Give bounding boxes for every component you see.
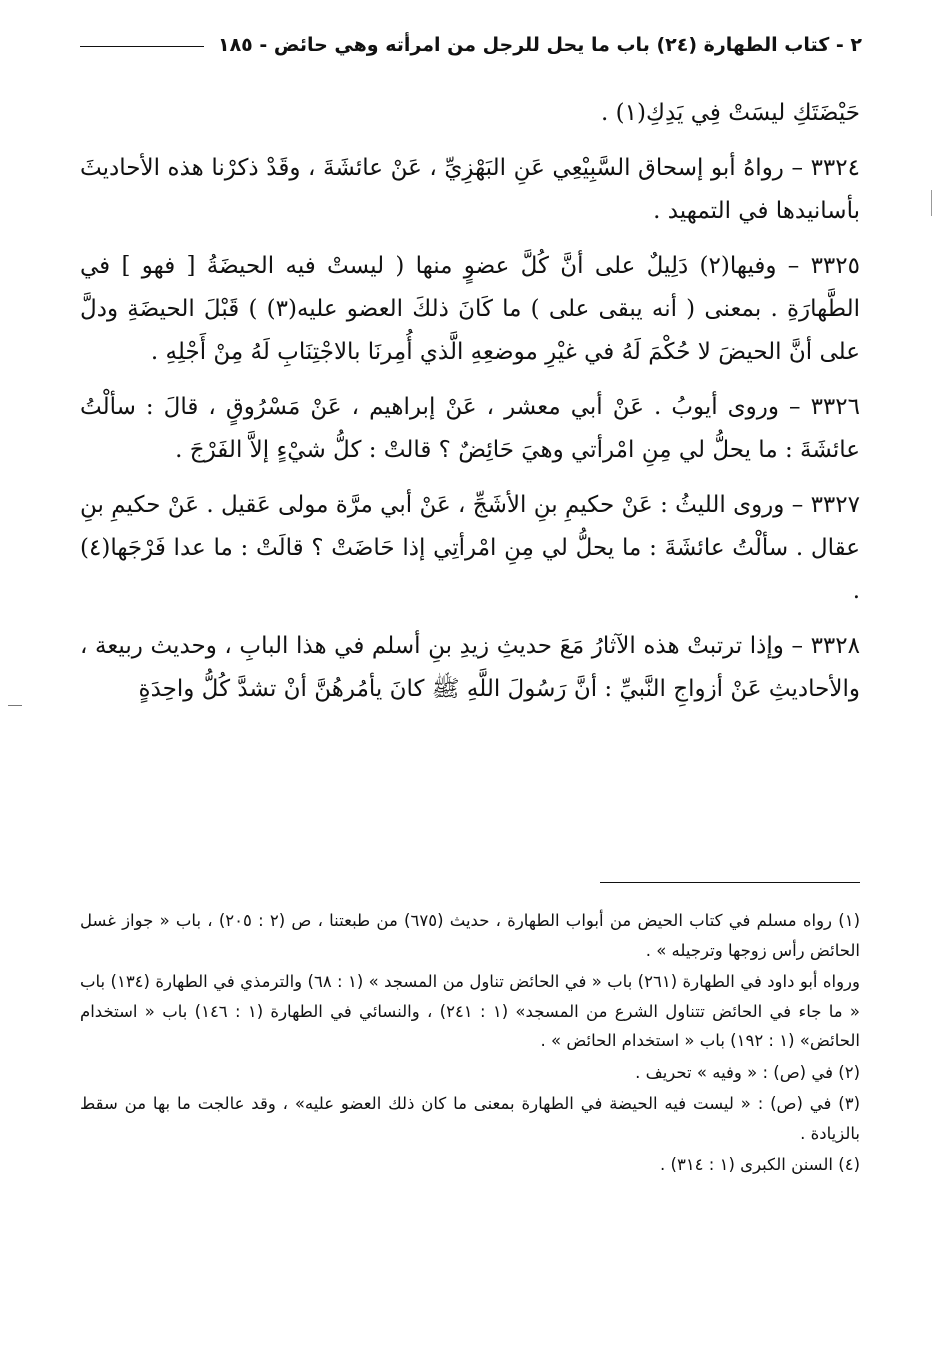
footnote-4: (٤) السنن الكبرى (١ : ٣١٤) . xyxy=(660,1155,860,1174)
paragraph-3328: ٣٣٢٨ – وإذا ترتبتْ هذه الآثارُ مَعَ حديثِ زيدِ بنِ أسلم في هذا البابِ ، وحديث ربيعة ، والأحاديثِ عَنْ أزواجِ النَّبيِّ : أنَّ رَسُولَ اللَّهِ ﷺ كانَ يأمُرهُنَّ أنْ تشدَّ كُلُّ واحِدَةٍ xyxy=(80,633,860,702)
footnote-3: (٣) في (ص) : « ليست فيه الحيضة في الطهارة بمعنى ما كان ذلك العضو عليه» ، وقد عالجت ما بها من سقط بالزيادة . xyxy=(80,1094,860,1143)
header-rule xyxy=(80,46,204,47)
footnote-1-continued: ورواه أبو داود في الطهارة (٢٦١) باب « في الحائض تناول من المسجد » (١ : ٦٨) والترمذي في الطهارة (١٣٤) باب « ما جاء في الحائض تتناول الشرع من المسجد» (١ : ٢٤١) ، والنسائي في الطهارة (١ : ١٤٦) باب « استخدام الحائض» (١ : ١٩٢) باب « استخدام الحائض » . xyxy=(80,972,860,1050)
paragraph-3324: ٣٣٢٤ – رواهُ أبو إسحاق السَّبِيْعِي عَنِ البَهْزِيِّ ، عَنْ عائشَةَ ، وقَدْ ذكرْنا هذه الأحاديثَ بأسانيدها في التمهيد . xyxy=(80,155,860,224)
footnote-separator xyxy=(600,882,860,883)
scan-margin-mark xyxy=(8,705,22,706)
paragraph-3325: ٣٣٢٥ – وفيها(٢) دَلِيلٌ على أنَّ كُلَّ عضوٍ منها ( ليستْ فيه الحيضَةُ [ فهو ] في الطَّهارَةِ . بمعنى ( أنه يبقى على ) ما كَانَ ذلكَ العضو عليه(٣) ) قَبْلَ الحيضَةِ ودلَّ على أنَّ الحيضَ لا حُكْمَ لَهُ في غيْرِ موضعِهِ الَّذي أُمِرنَا بالاجْتِنَابِ لَهُ مِنْ أَجْلِهِ . xyxy=(80,253,860,365)
footnote-1: (١) رواه مسلم في كتاب الحيض من أبواب الطهارة ، حديث (٦٧٥) من طبعتنا ، ص (٢ : ٢٠٥) ، باب « جواز غسل الحائض رأس زوجها وترجيله » . xyxy=(80,911,860,960)
scan-margin-mark-right xyxy=(931,190,932,216)
running-head xyxy=(80,30,862,60)
paragraph-3326: ٣٣٢٦ – وروى أيوبُ . عَنْ أبي معشر ، عَنْ إبراهيم ، عَنْ مَسْرُوقٍ ، قالَ : سألْتُ عائشَةَ : ما يحلُّ لي مِنِ امْرأتي وهيَ حَائِضٌ ؟ قالتْ : كلُّ شيْءٍ إلاَّ الفَرْجَ . xyxy=(80,394,860,463)
paragraph-continuation: حَيْضَتَكِ ليسَتْ فِي يَدِكِ(١) . xyxy=(601,100,860,126)
main-text xyxy=(80,92,860,711)
paragraph-3327: ٣٣٢٧ – وروى الليثُ : عَنْ حكيمِ بنِ الأشَجِّ ، عَنْ أبي مرَّة مولى عَقيل . عَنْ حكيمِ بنِ عقال . سألْتُ عائشَةَ : ما يحلُّ لي مِنِ امْرأتِي إذا حَاضَتْ ؟ قالَتْ : ما عدا فَرْجَها(٤) . xyxy=(80,492,860,604)
footnote-2: (٢) في (ص) : « وفيه » تحريف . xyxy=(635,1062,860,1082)
footnotes xyxy=(80,906,860,1180)
running-title: ٢ - كتاب الطهارة (٢٤) باب ما يحل للرجل من امرأته وهي حائض - ١٨٥ xyxy=(217,34,862,56)
